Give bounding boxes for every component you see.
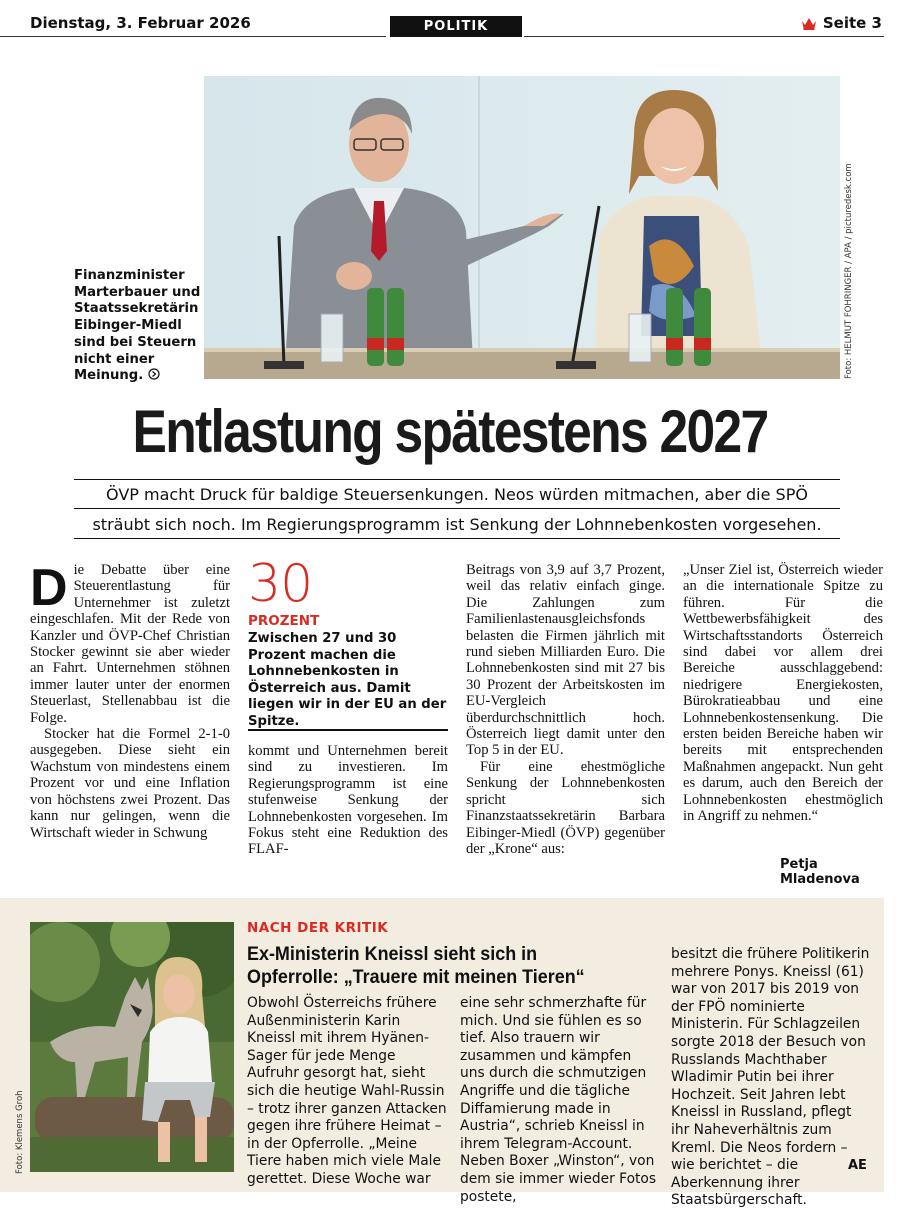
page-number: Seite 3 (822, 14, 882, 32)
stat-divider (248, 729, 448, 731)
header-rule-right (524, 36, 884, 37)
crown-icon (801, 17, 817, 30)
article-column-3: Beitrags von 3,9 auf 3,7 Prozent, weil das relativ einfach ginge. Die Zahlungen zum Familienlastenausgleichsfonds belasten die Firmen jährlich mit rund sieben Milliarden Euro. Die Lohnnebenkosten sind mit 27 bis 30 Prozent der Arbeitskosten im EU-Vergleich überdurchschnittlich hoch. Österreich liegt damit unter den Top 5 in der EU. Für eine ehestmögliche Senkung der Lohnnebenkosten spricht sich Finanzstaatssekretärin Barbara Eibinger-Miedl (ÖVP) gegenüber der „Krone“ aus: (466, 562, 665, 857)
main-photo (204, 76, 840, 379)
box-author: AE (848, 1158, 867, 1173)
arrow-circle-icon (148, 368, 160, 380)
box-column-3: besitzt die frühere Politikerin mehrere Ponys. Kneissl (61) war von 2017 bis 2019 von der FPÖ nominierte Ministerin. Für Schlagzeilen sorgte 2018 der Besuch von Russlands Machthaber Wladimir Putin bei ihrer Hochzeit. Seit Jahren lebt Kneissl in Russland, pflegt ihr Naheverhältnis zum Kreml. Die Neos fordern – wie berichtet – die Aberkennung ihrer Staatsbürgerschaft. (671, 946, 870, 1209)
subhead-line-1: ÖVP macht Druck für baldige Steuersenkungen. Neos würden mitmachen, aber die SPÖ (106, 485, 808, 504)
box-column-2: eine sehr schmerzhafte für mich. Und sie fühlen es so tief. Also trauern wir zusammen und kämpfen uns durch die schmutzigen Angriffe und die tägliche Diffamierung made in Austria“, schrieb Kneissl in ihrem Telegram-Account. Neben Boxer „Winston“, von dem sie immer wieder Fotos postete, (460, 995, 657, 1205)
article-author: Petja Mladenova (780, 857, 860, 887)
subhead-rule-bottom (74, 538, 840, 539)
article-column-2: kommt und Unternehmen bereit sind zu investieren. Im Regierungsprogramm ist eine stufenweise Senkung der Lohnnebenkosten vorgesehen. Im Fokus steht eine Reduktion des FLAF- (248, 743, 448, 858)
kneissl-photo (30, 922, 234, 1172)
section-label: POLITIK (390, 16, 522, 37)
photo-caption: Finanzminister Marterbauer und Staatssekretärin Eibinger-Miedl sind bei Steuern nicht einer Meinung. (74, 268, 201, 384)
stat-label: PROZENT (248, 613, 320, 629)
subhead-rule-middle (74, 508, 840, 509)
header-rule-left (0, 36, 386, 37)
headline: Entlastung spätestens 2027 (132, 398, 768, 465)
subhead-line-2: sträubt sich noch. Im Regierungsprogramm ist Senkung der Lohnnebenkosten vorgesehen. (92, 514, 822, 534)
box-column-1: Obwohl Österreichs frühere Außenministerin Karin Kneissl mit ihrem Hyänen-Sager für jede Menge Aufruhr gesorgt hat, sieht sich die heutige Wahl-Russin – trotz ihrer ganzen Attacken gegen ihre frühere Heimat – in der Opferrolle. „Meine Tiere haben mich viele Male gerettet. Diese Woche war (247, 995, 447, 1187)
issue-date: Dienstag, 3. Februar 2026 (30, 14, 251, 32)
subheadline (74, 480, 840, 539)
stat-text: Zwischen 27 und 30 Prozent machen die Lohnnebenkosten in Österreich aus. Damit liegen wir in der EU an der Spitze. (248, 631, 447, 729)
article-column-4: „Unser Ziel ist, Österreich wieder an die internationale Spitze zu führen. Für die Wettbewerbsfähigkeit des Wirtschaftsstandorts Österreich sind dabei vor allem drei Bereiche ausschlaggebend: niedrigere Energiekosten, Bürokratieabbau und eine Lohnnebenkostensenkung. Die ersten beiden Bereiche haben wir bereits mit entsprechenden Maßnahmen angepackt. Nun geht es darum, auch den Bereich der Lohnnebenkosten ehestmöglich in Angriff zu nehmen.“ (683, 562, 883, 825)
drop-cap: D (30, 559, 68, 617)
stat-number: 30 (248, 554, 313, 614)
box-headline: Ex-Ministerin Kneissl sieht sich in Opferrolle: „Trauere mit meinen Tieren“ (247, 943, 585, 988)
photo-credit: Foto: HELMUT FOHRINGER / APA / picturedesk.com (844, 163, 854, 379)
box-kicker: NACH DER KRITIK (247, 920, 389, 936)
page-number-area (801, 14, 882, 32)
box-photo-credit: Foto: Klemens Groh (15, 1090, 25, 1174)
article-column-1: Die Debatte über eine Steuerentlastung für Unternehmer ist zuletzt eingeschlafen. Mit der Rede von Kanzler und ÖVP-Chef Christian Stocker gewinnt sie aber wieder an Fahrt. Unternehmen stöhnen immer lauter unter der enormen Steuerlast, Stellenabbau ist die Folge. Stocker hat die Formel 2-1-0 ausgegeben. Diese sieht ein Wachstum von mindestens einem Prozent vor und eine Inflation von höchstens zwei Prozent. Das kann nur gelingen, wenn die Wirtschaft wieder in Schwung (30, 559, 230, 841)
